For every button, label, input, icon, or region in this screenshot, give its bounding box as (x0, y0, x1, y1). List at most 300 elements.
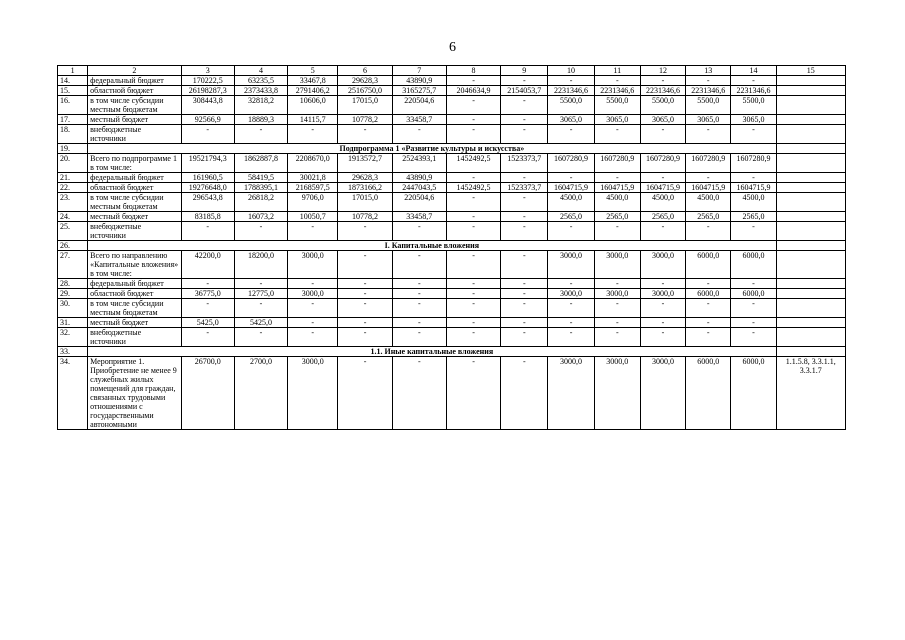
value-cell: 14115,7 (288, 115, 338, 125)
value-cell: 42200,0 (181, 251, 234, 279)
value-cell: 1607280,9 (594, 154, 640, 173)
value-cell: 3000,0 (640, 357, 685, 430)
value-cell: 33467,8 (288, 76, 338, 86)
note-cell (776, 96, 845, 115)
table-row (58, 212, 846, 222)
column-header: 4 (234, 66, 287, 76)
value-cell: 26198287,3 (181, 86, 234, 96)
row-number: 26. (58, 241, 88, 251)
value-cell: - (338, 251, 392, 279)
value-cell: - (594, 76, 640, 86)
value-cell: - (640, 125, 685, 144)
value-cell: - (392, 328, 446, 347)
value-cell: - (640, 173, 685, 183)
value-cell: - (392, 318, 446, 328)
value-cell: - (686, 299, 731, 318)
value-cell: - (446, 222, 500, 241)
value-cell: 3000,0 (640, 289, 685, 299)
value-cell: - (446, 251, 500, 279)
value-cell: 2168597,5 (288, 183, 338, 193)
row-label: федеральный бюджет (88, 76, 181, 86)
section-title: 1.1. Иные капитальные вложения (88, 347, 776, 357)
value-cell: 17015,0 (338, 96, 392, 115)
note-cell (776, 328, 845, 347)
row-number: 14. (58, 76, 88, 86)
note-cell (776, 212, 845, 222)
value-cell: 2373433,8 (234, 86, 287, 96)
value-cell: 43890,9 (392, 173, 446, 183)
value-cell: 6000,0 (731, 357, 776, 430)
value-cell: - (686, 279, 731, 289)
value-cell: 1452492,5 (446, 183, 500, 193)
value-cell: 83185,8 (181, 212, 234, 222)
row-number: 20. (58, 154, 88, 173)
value-cell: - (392, 289, 446, 299)
value-cell: 3000,0 (288, 289, 338, 299)
value-cell: - (338, 125, 392, 144)
value-cell: - (548, 328, 594, 347)
value-cell: 5500,0 (686, 96, 731, 115)
value-cell: - (548, 125, 594, 144)
row-number: 22. (58, 183, 88, 193)
row-number: 31. (58, 318, 88, 328)
note-cell (776, 347, 845, 357)
value-cell: - (640, 318, 685, 328)
row-number: 27. (58, 251, 88, 279)
value-cell: 220504,6 (392, 193, 446, 212)
value-cell: - (731, 173, 776, 183)
value-cell: 2565,0 (686, 212, 731, 222)
value-cell: 5500,0 (731, 96, 776, 115)
value-cell: 26818,2 (234, 193, 287, 212)
value-cell: 2208670,0 (288, 154, 338, 173)
value-cell: - (501, 328, 548, 347)
note-cell (776, 183, 845, 193)
value-cell: 2046634,9 (446, 86, 500, 96)
value-cell: 26700,0 (181, 357, 234, 430)
value-cell: 6000,0 (686, 251, 731, 279)
value-cell: - (288, 318, 338, 328)
table-row (58, 154, 846, 173)
value-cell: 1607280,9 (686, 154, 731, 173)
value-cell: - (640, 328, 685, 347)
value-cell: 19276648,0 (181, 183, 234, 193)
table-row (58, 357, 846, 430)
value-cell: 1604715,9 (731, 183, 776, 193)
value-cell: - (181, 299, 234, 318)
value-cell: 1523373,7 (501, 183, 548, 193)
value-cell: - (446, 125, 500, 144)
value-cell: 1788395,1 (234, 183, 287, 193)
value-cell: - (288, 328, 338, 347)
value-cell: - (501, 173, 548, 183)
value-cell: 2565,0 (640, 212, 685, 222)
value-cell: - (234, 222, 287, 241)
value-cell: 3000,0 (548, 289, 594, 299)
value-cell: 4500,0 (640, 193, 685, 212)
value-cell: 1873166,2 (338, 183, 392, 193)
value-cell: 2700,0 (234, 357, 287, 430)
row-number: 33. (58, 347, 88, 357)
value-cell: 2565,0 (548, 212, 594, 222)
table-row (58, 318, 846, 328)
value-cell: 2231346,6 (594, 86, 640, 96)
value-cell: 3000,0 (594, 357, 640, 430)
value-cell: - (640, 299, 685, 318)
value-cell: - (501, 96, 548, 115)
section-row (58, 347, 846, 357)
value-cell: - (392, 222, 446, 241)
column-header: 1 (58, 66, 88, 76)
value-cell: - (446, 115, 500, 125)
value-cell: 33458,7 (392, 212, 446, 222)
value-cell: - (548, 173, 594, 183)
value-cell: - (640, 279, 685, 289)
value-cell: 2231346,6 (686, 86, 731, 96)
value-cell: - (338, 279, 392, 289)
row-number: 19. (58, 144, 88, 154)
table-row (58, 125, 846, 144)
value-cell: - (686, 125, 731, 144)
row-number: 25. (58, 222, 88, 241)
row-number: 16. (58, 96, 88, 115)
value-cell: 19521794,3 (181, 154, 234, 173)
column-header: 10 (548, 66, 594, 76)
section-title: Подпрограмма 1 «Развитие культуры и искусства» (88, 144, 776, 154)
row-label: областной бюджет (88, 183, 181, 193)
value-cell: - (686, 173, 731, 183)
note-cell (776, 318, 845, 328)
value-cell: - (501, 222, 548, 241)
value-cell: 10050,7 (288, 212, 338, 222)
table-row (58, 115, 846, 125)
value-cell: - (731, 222, 776, 241)
value-cell: - (446, 318, 500, 328)
value-cell: - (392, 251, 446, 279)
value-cell: - (548, 299, 594, 318)
value-cell: - (501, 212, 548, 222)
value-cell: - (446, 193, 500, 212)
column-header: 9 (501, 66, 548, 76)
row-label: внебюджетные источники (88, 328, 181, 347)
row-label: федеральный бюджет (88, 173, 181, 183)
value-cell: - (731, 76, 776, 86)
value-cell: 2524393,1 (392, 154, 446, 173)
row-label: внебюджетные источники (88, 222, 181, 241)
value-cell: 3065,0 (686, 115, 731, 125)
value-cell: 6000,0 (731, 289, 776, 299)
table-row (58, 279, 846, 289)
value-cell: 9706,0 (288, 193, 338, 212)
value-cell: 58419,5 (234, 173, 287, 183)
column-header: 12 (640, 66, 685, 76)
value-cell: 2231346,6 (640, 86, 685, 96)
column-header: 2 (88, 66, 181, 76)
note-cell (776, 86, 845, 96)
value-cell: - (392, 299, 446, 318)
value-cell: 92566,9 (181, 115, 234, 125)
row-label: в том числе субсидии местным бюджетам (88, 299, 181, 318)
row-label: областной бюджет (88, 289, 181, 299)
row-number: 15. (58, 86, 88, 96)
row-label: Всего по подпрограмме 1 в том числе: (88, 154, 181, 173)
value-cell: 32818,2 (234, 96, 287, 115)
row-label: в том числе субсидии местным бюджетам (88, 96, 181, 115)
value-cell: 4500,0 (548, 193, 594, 212)
column-header: 15 (776, 66, 845, 76)
row-number: 32. (58, 328, 88, 347)
row-number: 24. (58, 212, 88, 222)
value-cell: 2791406,2 (288, 86, 338, 96)
row-number: 34. (58, 357, 88, 430)
note-cell (776, 193, 845, 212)
note-cell (776, 222, 845, 241)
value-cell: - (338, 318, 392, 328)
value-cell: - (594, 125, 640, 144)
value-cell: - (501, 115, 548, 125)
value-cell: 30021,8 (288, 173, 338, 183)
value-cell: 18889,3 (234, 115, 287, 125)
row-label: Мероприятие 1. Приобретение не менее 9 служебных жилых помещений для граждан, связанных трудовыми отношениями с государственными автономными (88, 357, 181, 430)
value-cell: - (731, 125, 776, 144)
value-cell: - (392, 357, 446, 430)
value-cell: - (594, 173, 640, 183)
value-cell: - (234, 299, 287, 318)
value-cell: - (181, 328, 234, 347)
value-cell: - (338, 289, 392, 299)
column-header: 3 (181, 66, 234, 76)
value-cell: - (640, 222, 685, 241)
value-cell: - (548, 279, 594, 289)
table-row (58, 289, 846, 299)
value-cell: 1607280,9 (640, 154, 685, 173)
value-cell: - (501, 76, 548, 86)
value-cell: 33458,7 (392, 115, 446, 125)
note-cell (776, 299, 845, 318)
value-cell: 5500,0 (640, 96, 685, 115)
value-cell: - (501, 318, 548, 328)
value-cell: 1862887,8 (234, 154, 287, 173)
value-cell: - (181, 125, 234, 144)
value-cell: - (288, 279, 338, 289)
value-cell: - (640, 76, 685, 86)
value-cell: 1604715,9 (594, 183, 640, 193)
value-cell: - (338, 328, 392, 347)
section-title: I. Капитальные вложения (88, 241, 776, 251)
note-cell (776, 279, 845, 289)
row-label: Всего по направлению «Капитальные вложения» в том числе: (88, 251, 181, 279)
table-row (58, 193, 846, 212)
table-row (58, 183, 846, 193)
value-cell: - (594, 222, 640, 241)
value-cell: - (234, 279, 287, 289)
note-cell (776, 125, 845, 144)
value-cell: - (446, 299, 500, 318)
note-cell (776, 251, 845, 279)
value-cell: 18200,0 (234, 251, 287, 279)
value-cell: 2231346,6 (731, 86, 776, 96)
value-cell: 6000,0 (686, 289, 731, 299)
note-cell (776, 76, 845, 86)
value-cell: 3065,0 (640, 115, 685, 125)
value-cell: - (338, 299, 392, 318)
value-cell: - (446, 289, 500, 299)
table-row (58, 76, 846, 86)
value-cell: - (686, 318, 731, 328)
value-cell: 3000,0 (548, 251, 594, 279)
value-cell: 29628,3 (338, 76, 392, 86)
value-cell: - (288, 299, 338, 318)
column-header: 6 (338, 66, 392, 76)
value-cell: 2565,0 (731, 212, 776, 222)
value-cell: - (446, 357, 500, 430)
value-cell: 3000,0 (594, 251, 640, 279)
value-cell: 170222,5 (181, 76, 234, 86)
note-cell (776, 154, 845, 173)
value-cell: 5500,0 (594, 96, 640, 115)
row-number: 23. (58, 193, 88, 212)
value-cell: 3000,0 (640, 251, 685, 279)
note-cell (776, 289, 845, 299)
value-cell: 1604715,9 (686, 183, 731, 193)
section-row (58, 241, 846, 251)
value-cell: - (501, 125, 548, 144)
value-cell: - (731, 299, 776, 318)
value-cell: 3065,0 (548, 115, 594, 125)
value-cell: 36775,0 (181, 289, 234, 299)
value-cell: - (392, 279, 446, 289)
value-cell: 2447043,5 (392, 183, 446, 193)
value-cell: 2231346,6 (548, 86, 594, 96)
value-cell: - (686, 328, 731, 347)
value-cell: 3065,0 (731, 115, 776, 125)
value-cell: - (548, 76, 594, 86)
note-cell (776, 115, 845, 125)
column-header: 13 (686, 66, 731, 76)
value-cell: 3000,0 (288, 357, 338, 430)
value-cell: 3000,0 (594, 289, 640, 299)
value-cell: 5500,0 (548, 96, 594, 115)
value-cell: 4500,0 (686, 193, 731, 212)
value-cell: 161960,5 (181, 173, 234, 183)
value-cell: - (501, 289, 548, 299)
value-cell: - (501, 279, 548, 289)
value-cell: - (181, 222, 234, 241)
table-row (58, 328, 846, 347)
value-cell: - (501, 357, 548, 430)
value-cell: 3000,0 (548, 357, 594, 430)
column-header: 14 (731, 66, 776, 76)
value-cell: 10606,0 (288, 96, 338, 115)
row-label: внебюджетные источники (88, 125, 181, 144)
value-cell: - (234, 125, 287, 144)
note-cell (776, 173, 845, 183)
value-cell: 2565,0 (594, 212, 640, 222)
row-number: 28. (58, 279, 88, 289)
value-cell: - (594, 328, 640, 347)
table-row (58, 251, 846, 279)
value-cell: 10778,2 (338, 212, 392, 222)
value-cell: - (501, 299, 548, 318)
value-cell: - (181, 279, 234, 289)
value-cell: 4500,0 (731, 193, 776, 212)
table-row (58, 222, 846, 241)
value-cell: - (338, 357, 392, 430)
row-number: 29. (58, 289, 88, 299)
value-cell: 5425,0 (181, 318, 234, 328)
row-number: 30. (58, 299, 88, 318)
value-cell: 296543,8 (181, 193, 234, 212)
table-row (58, 86, 846, 96)
row-label: местный бюджет (88, 318, 181, 328)
value-cell: 6000,0 (731, 251, 776, 279)
note-cell (776, 241, 845, 251)
column-header: 5 (288, 66, 338, 76)
value-cell: 43890,9 (392, 76, 446, 86)
value-cell: - (288, 222, 338, 241)
value-cell: - (548, 222, 594, 241)
column-header: 7 (392, 66, 446, 76)
value-cell: 5425,0 (234, 318, 287, 328)
row-label: в том числе субсидии местным бюджетам (88, 193, 181, 212)
value-cell: 6000,0 (686, 357, 731, 430)
value-cell: - (338, 222, 392, 241)
value-cell: 1523373,7 (501, 154, 548, 173)
value-cell: - (594, 299, 640, 318)
value-cell: - (501, 251, 548, 279)
row-label: областной бюджет (88, 86, 181, 96)
row-label: федеральный бюджет (88, 279, 181, 289)
value-cell: 12775,0 (234, 289, 287, 299)
header-row (58, 66, 846, 76)
value-cell: 63235,5 (234, 76, 287, 86)
value-cell: 1452492,5 (446, 154, 500, 173)
row-number: 21. (58, 173, 88, 183)
value-cell: 16073,2 (234, 212, 287, 222)
value-cell: - (446, 212, 500, 222)
value-cell: 3065,0 (594, 115, 640, 125)
value-cell: 29628,3 (338, 173, 392, 183)
value-cell: - (446, 96, 500, 115)
row-label: местный бюджет (88, 115, 181, 125)
value-cell: - (686, 222, 731, 241)
value-cell: 1607280,9 (548, 154, 594, 173)
page-number: 6 (449, 40, 456, 55)
value-cell: - (594, 279, 640, 289)
value-cell: 3165275,7 (392, 86, 446, 96)
value-cell: - (234, 328, 287, 347)
value-cell: 1604715,9 (640, 183, 685, 193)
value-cell: 10778,2 (338, 115, 392, 125)
value-cell: 1604715,9 (548, 183, 594, 193)
value-cell: 2516750,0 (338, 86, 392, 96)
value-cell: - (731, 328, 776, 347)
table-row (58, 173, 846, 183)
value-cell: - (446, 173, 500, 183)
value-cell: - (686, 76, 731, 86)
value-cell: 3000,0 (288, 251, 338, 279)
value-cell: 2154053,7 (501, 86, 548, 96)
value-cell: - (288, 125, 338, 144)
row-number: 17. (58, 115, 88, 125)
table-row (58, 299, 846, 318)
value-cell: - (446, 76, 500, 86)
row-label: местный бюджет (88, 212, 181, 222)
value-cell: - (501, 193, 548, 212)
value-cell: - (731, 279, 776, 289)
value-cell: - (392, 125, 446, 144)
note-cell: 1.1.5.8, 3.3.1.1, 3.3.1.7 (776, 357, 845, 430)
